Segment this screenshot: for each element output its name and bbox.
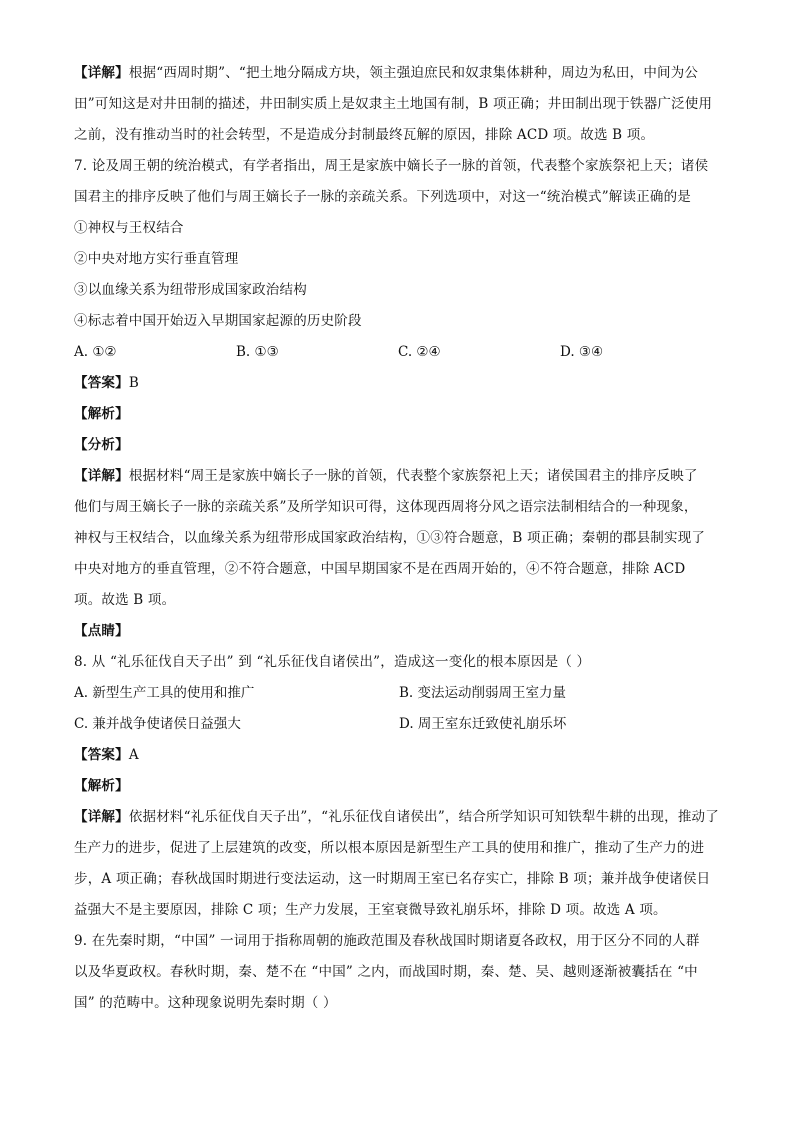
detail-tag: 【详解】: [74, 809, 129, 825]
q7-option-d: D. ③④: [560, 344, 604, 360]
q7-fenxi-tag: 【分析】: [74, 437, 129, 453]
q7-analysis-tag: 【解析】: [74, 406, 129, 422]
answer-tag: 【答案】: [74, 747, 129, 763]
q8-answer: [74, 740, 724, 771]
detail-tag: 【详解】: [74, 65, 129, 81]
q9-stem-line-3: 国” 的范畴中。这种现象说明先秦时期（ ）: [74, 995, 337, 1011]
q9-stem-line-1: 9. 在先秦时期，“中国” 一词用于指称周朝的施政范围及春秋战国时期诸夏各政权，用于区分不同的人群: [74, 933, 700, 949]
answer-value: B: [128, 375, 139, 391]
q8-option-d: D. 周王室东迁致使礼崩乐坏: [399, 716, 567, 732]
answer-value: A: [128, 747, 139, 763]
q8-detail-line-4: 益强大不是主要原因，排除 C 项；生产力发展，王室衰微导致礼崩乐坏，排除 D 项。故选 A 项。: [74, 902, 667, 918]
q6-detail-line-2: 田”可知这是对井田制的描述，井田制实质上是奴隶主土地国有制，B 项正确；井田制出现于铁器广泛使用: [74, 96, 713, 112]
q7-option-a: A. ①②: [74, 344, 117, 360]
q8-detail-line-2: 生产力的进步，促进了上层建筑的改变，所以根本原因是新型生产工具的使用和推广，推动了生产力的进: [74, 840, 705, 856]
answer-tag: 【答案】: [74, 375, 129, 391]
q8-option-c: C. 兼并战争使诸侯日益强大: [74, 716, 241, 732]
q7-detail-line-2: 他们与周王嫡长子一脉的亲疏关系”及所学知识可得，这体现西周将分风之语宗法制相结合的一种现象，: [74, 499, 698, 515]
q7-dianjing-tag: 【点睛】: [74, 623, 129, 639]
q8-options-row-1: [74, 678, 724, 709]
q7-option-c: C. ②④: [398, 344, 441, 360]
q7-statement-4: ④标志着中国开始迈入早期国家起源的历史阶段: [74, 313, 362, 329]
q7-statement-1: ①神权与王权结合: [74, 220, 184, 236]
q7-detail-line-5: 项。故选 B 项。: [74, 592, 176, 608]
q6-detail-line-1: 【详解】根据“西周时期”、“把土地分隔成方块，领主强迫庶民和奴隶集体耕种，周边为私田，中间为公: [74, 65, 699, 81]
exam-page: [74, 58, 724, 1019]
q7-stem-line-1: 7. 论及周王朝的统治模式，有学者指出，周王是家族中嫡长子一脉的首领，代表整个家族祭祀上天；诸侯: [74, 158, 709, 174]
q8-detail-line-1: 【详解】依据材料“礼乐征伐自天子出”，“礼乐征伐自诸侯出”，结合所学知识可知铁犁牛耕的出现，推动了: [74, 809, 719, 825]
q8-stem: 8. 从 “礼乐征伐自天子出” 到 “礼乐征伐自诸侯出”，造成这一变化的根本原因是（ ）: [74, 654, 591, 670]
q7-detail-line-1: 【详解】根据材料“周王是家族中嫡长子一脉的首领，代表整个家族祭祀上天；诸侯国君主的排序反映了: [74, 468, 698, 484]
q8-analysis-tag: 【解析】: [74, 778, 129, 794]
q7-statement-3: ③以血缘关系为纽带形成国家政治结构: [74, 282, 307, 298]
q8-option-a: A. 新型生产工具的使用和推广: [74, 685, 255, 701]
q7-detail-line-3: 神权与王权结合，以血缘关系为纽带形成国家政治结构，①③符合题意，B 项正确；秦朝的郡县制实现了: [74, 530, 706, 546]
q9-stem-line-2: 以及华夏政权。春秋时期，秦、楚不在 “中国” 之内，而战国时期，秦、楚、吴、越则逐渐被囊括在 “中: [74, 964, 698, 980]
q7-option-b: B. ①③: [236, 344, 279, 360]
q7-options: [74, 337, 724, 368]
q7-stem-line-2: 国君主的排序反映了他们与周王嫡长子一脉的亲疏关系。下列选项中，对这一“统治模式”解读正确的是: [74, 189, 692, 205]
q8-options-row-2: [74, 709, 724, 740]
q8-option-b: B. 变法运动削弱周王室力量: [399, 685, 567, 701]
q7-detail-line-4: 中央对地方的垂直管理，②不符合题意，中国早期国家不是在西周开始的，④不符合题意，排除 ACD: [74, 561, 686, 577]
q8-detail-line-3: 步，A 项正确；春秋战国时期进行变法运动，这一时期周王室已名存实亡，排除 B 项；兼并战争使诸侯日: [74, 871, 711, 887]
q6-detail-line-3: 之前，没有推动当时的社会转型，不是造成分封制最终瓦解的原因，排除 ACD 项。故选 B 项。: [74, 127, 655, 143]
q7-answer: [74, 368, 724, 399]
detail-tag: 【详解】: [74, 468, 129, 484]
q7-statement-2: ②中央对地方实行垂直管理: [74, 251, 239, 267]
